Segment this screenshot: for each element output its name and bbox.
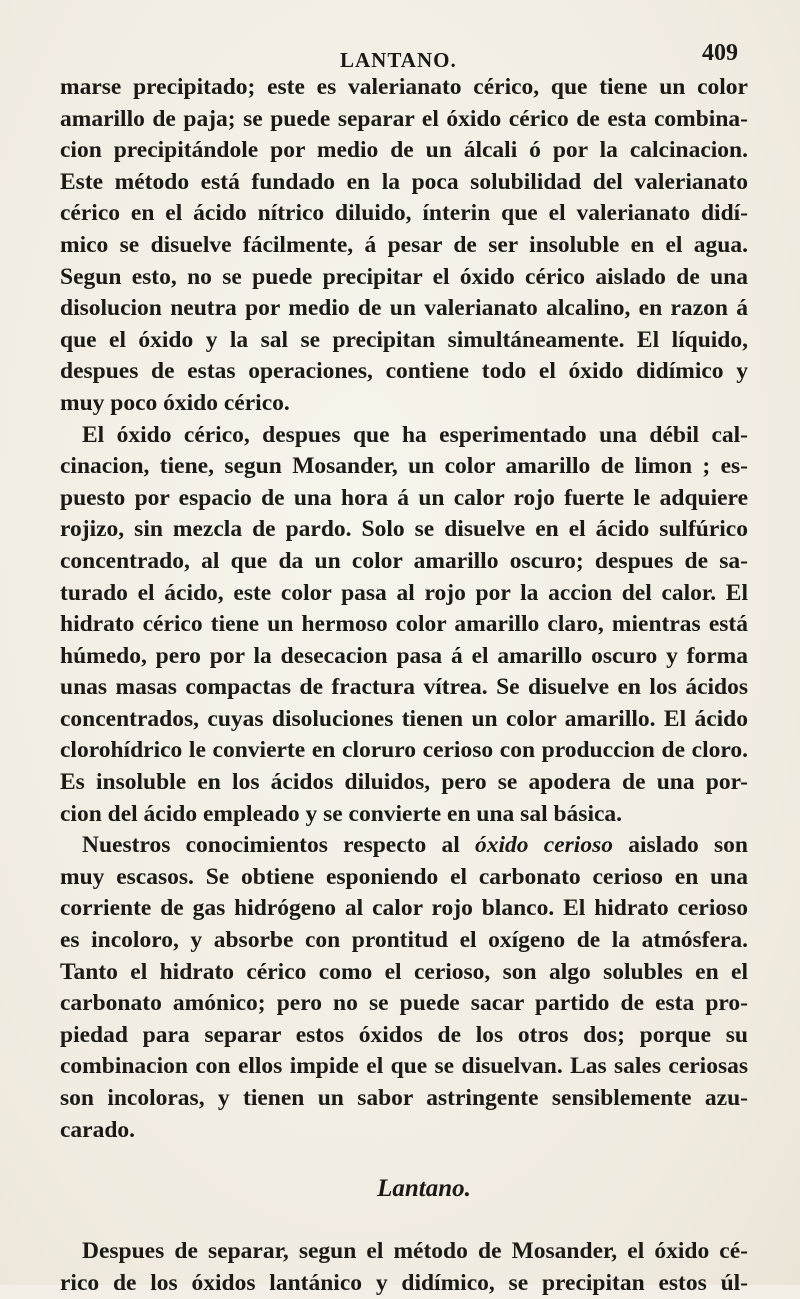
text-line: puesto por espacio de una hora á un calor rojo fuerte le adquiere (60, 484, 748, 511)
body-text (60, 72, 748, 1299)
text-line: son incoloras, y tienen un sabor astringente sensiblemente azu- (60, 1085, 748, 1111)
text-line: combinacion con ellos impide el que se disuelvan. Las sales ceriosas (60, 1053, 748, 1080)
text-line: despues de estas operaciones, contiene todo el óxido didímico y (60, 358, 748, 385)
text-line: carbonato amónico; pero no se puede sacar partido de esta pro- (60, 990, 748, 1017)
text-line: cion del ácido empleado y se convierte en una sal básica. (60, 800, 623, 827)
text-run: aislado son (612, 832, 748, 859)
text-line: El óxido cérico, despues que ha esperimentado una débil cal- (82, 421, 748, 448)
text-line: cinacion, tiene, segun Mosander, un color amarillo de limon ; es- (60, 453, 748, 480)
paragraph-1 (60, 72, 748, 420)
text-line: turado el ácido, este color pasa al rojo por la accion del calor. El (60, 579, 748, 606)
italic-term: óxido cerioso (475, 832, 613, 859)
text-line: amarillo de paja; se puede separar el óxido cérico de esta combina- (60, 105, 748, 132)
paragraph-4 (60, 1236, 748, 1299)
section-spacer (60, 1218, 748, 1236)
text-line: Este método está fundado en la poca solubilidad del valerianato (60, 168, 748, 195)
text-line: mico se disuelve fácilmente, á pesar de ser insoluble en el agua. (60, 231, 748, 258)
text-line: es incoloro, y absorbe con prontitud el oxígeno de la atmósfera. (60, 927, 748, 954)
text-line: cion precipitándole por medio de un álcali ó por la calcinacion. (60, 137, 748, 164)
text-line: muy escasos. Se obtiene esponiendo el carbonato cerioso en una (60, 863, 748, 890)
text-line: rico de los óxidos lantánico y didímico, se precipitan estos úl- (60, 1269, 748, 1296)
text-line: disolucion neutra por medio de un valerianato alcalino, en razon á (60, 295, 748, 322)
page-number: 409 (702, 40, 738, 66)
text-line: concentrados, cuyas disoluciones tienen un color amarillo. El ácido (60, 705, 748, 732)
text-line: piedad para separar estos óxidos de los otros dos; porque su (60, 1021, 748, 1048)
text-line: muy poco óxido cérico. (60, 389, 290, 416)
text-line: Segun esto, no se puede precipitar el óxido cérico aislado de una (60, 263, 748, 290)
text-line: cérico en el ácido nítrico diluido, ínterin que el valerianato didí- (60, 200, 748, 227)
paragraph-2 (60, 420, 748, 831)
text-line: húmedo, pero por la desecacion pasa á el amarillo oscuro y forma (60, 642, 748, 669)
text-line: unas masas compactas de fractura vítrea. Se disuelve en los ácidos (60, 674, 748, 701)
text-line (60, 830, 748, 862)
section-heading: Lantano. (377, 1175, 471, 1203)
text-line: Despues de separar, segun el método de Mosander, el óxido cé- (82, 1238, 748, 1265)
text-line: hidrato cérico tiene un hermoso color amarillo claro, mientras está (60, 611, 748, 638)
text-line: marse precipitado; este es valerianato cérico, que tiene un color (60, 74, 748, 100)
text-line: corriente de gas hidrógeno al calor rojo blanco. El hidrato cerioso (60, 895, 748, 922)
text-line: concentrado, al que da un color amarillo oscuro; despues de sa- (60, 547, 748, 574)
text-line: Es insoluble en los ácidos diluidos, pero se apodera de una por- (60, 769, 748, 796)
text-line: clorohídrico le convierte en cloruro cerioso con produccion de cloro. (60, 737, 748, 764)
text-line: rojizo, sin mezcla de pardo. Solo se disuelve en el ácido sulfúrico (60, 516, 748, 543)
text-run: Nuestros conocimientos respecto al (82, 832, 476, 859)
text-line: que el óxido y la sal se precipitan simultáneamente. El líquido, (60, 326, 748, 353)
paragraph-3 (60, 830, 748, 1146)
text-line: Tanto el hidrato cérico como el cerioso, son algo solubles en el (60, 958, 748, 985)
running-head: LANTANO. (340, 48, 457, 72)
text-line: carado. (60, 1116, 136, 1143)
